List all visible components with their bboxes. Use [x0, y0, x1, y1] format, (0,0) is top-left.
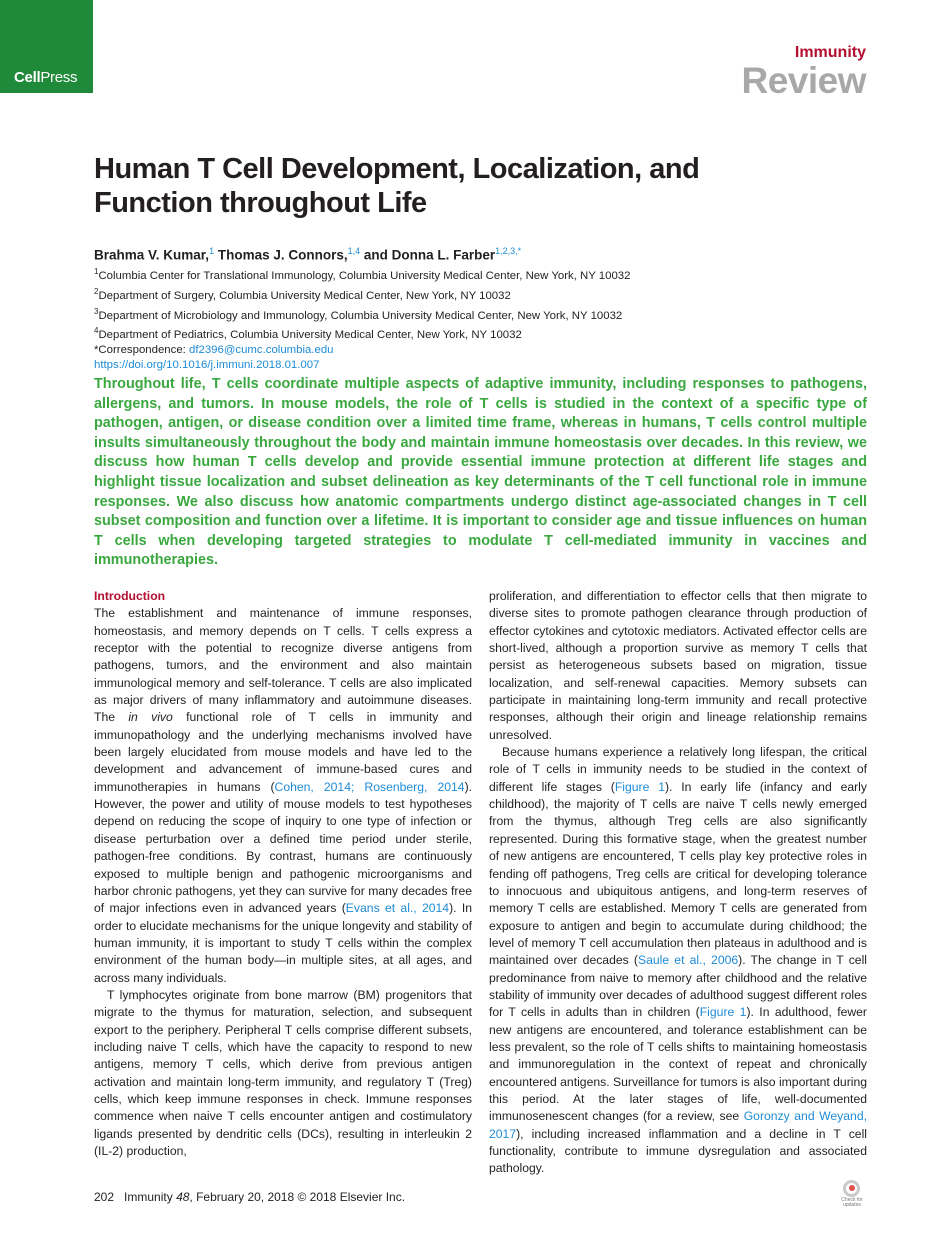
body-paragraph: proliferation, and differentiation to effector cells that then migrate to diverse sites to promote pathogen clearance through production of effector cytokines and cytotoxic mediators. Activated effector cells are short-lived, although a proportion survive as memory T cells that persist as heterogeneous subsets based on migration, tissue localization, and self-renewal capacities. Memory subsets can participate in maintaining long-term immunity and recall protective responses, although their origin and lineage relationship remains unresolved. [489, 589, 867, 742]
correspondence-email-link[interactable]: df2396@cumc.columbia.edu [188, 344, 334, 357]
affiliation-sup: 3 [94, 306, 99, 316]
body-paragraph: T lymphocytes originate from bone marrow (BM) progenitors that migrate to the thymus for maturation, selection, and subsequent export to the periphery. Peripheral T cells comprise different subsets, including naive T cells, which have the capacity to respond to new antigens, memory T cells, which derive from previous antigen activation and maintain long-term immunity, and regulatory T (Treg) cells, which keep immune responses in check. Immune responses commence when naive T cells encounter antigen and costimulatory ligands presented by dendritic cells (DCs), resulting in interleukin 2 (IL-2) production, [94, 987, 472, 1158]
affiliation-text: Department of Microbiology and Immunology, Columbia University Medical Center, New York, NY 10032 [98, 309, 623, 322]
body-text-italic: in vivo [128, 710, 173, 725]
body-paragraph [489, 744, 867, 1178]
badge-line: Check for [841, 1197, 863, 1203]
body-text: ). The change in T cell predominance from naive to memory after childhood and the relative stability of immunity over decades of adulthood suggest different roles for T cells in adults than in children ( [489, 953, 867, 1020]
cellpress-logo-cell: Cell [14, 69, 41, 86]
affiliation-line [94, 323, 630, 343]
author-affil-sup: 1 [209, 246, 215, 256]
affiliation-text: Columbia Center for Translational Immunology, Columbia University Medical Center, New York, NY 10032 [98, 269, 631, 282]
affiliation-line [94, 264, 630, 284]
section-label: Review [741, 60, 866, 101]
footer-volume: 48 [176, 1190, 190, 1204]
article-title: Human T Cell Development, Localization, and Function throughout Life [94, 153, 700, 219]
author-affil-sup: 1,4 [347, 246, 361, 256]
doi-line [94, 358, 630, 373]
badge-line: updates [843, 1202, 861, 1208]
affiliation-line [94, 284, 630, 304]
figure-link[interactable]: Figure 1 [614, 779, 665, 794]
body-text: ). In early life (infancy and early childhood), the majority of T cells are naive T cells newly emerged from the thymus, although Treg cells are also significantly represented. During this formative stage, when the greatest number of new antigens are encountered, T cells play key protective roles in fending off pathogens, Treg cells are critical for developing tolerance to innocuous and ubiquitous antigens, and long-term reserves of memory T cells are established. Memory T cells are generated from exposure to antigen and begin to accumulate during childhood; the level of memory T cell accumulation then plateaus in adulthood and is maintained over decades ( [489, 779, 867, 968]
affiliations [94, 264, 630, 373]
doi-link[interactable]: https://doi.org/10.1016/j.immuni.2018.01.007 [94, 359, 320, 372]
page-footer [94, 1190, 405, 1204]
check-for-updates-badge[interactable] [837, 1180, 867, 1210]
body-text: functional role of T cells in immunity and immunopathology and the underlying mechanisms involved have been largely elucidated from mouse models and have led to the development and advancement of immune-based cures and immunotherapies in humans ( [94, 710, 472, 794]
affiliation-text: Department of Pediatrics, Columbia University Medical Center, New York, NY 10032 [98, 329, 522, 342]
figure-link[interactable]: Figure 1 [699, 1005, 747, 1020]
journal-name: Immunity [794, 44, 866, 61]
author-affil-sup: 1,2,3,* [495, 246, 522, 256]
affiliation-sup: 2 [94, 286, 99, 296]
affiliation-sup: 4 [94, 326, 99, 336]
page-number: 202 [94, 1190, 115, 1204]
abstract: Throughout life, T cells coordinate multiple aspects of adaptive immunity, including responses to pathogens, allergens, and tumors. In mouse models, the role of T cells is studied in the context of a specific type of pathogen, antigen, or disease condition over a limited time frame, whereas in humans, T cells control multiple insults simultaneously throughout the body and maintain immune homeostasis over decades. In this review, we discuss how human T cells develop and provide essential immune protection at different life stages and highlight tissue localization and subset delineation as key determinants of the T cell functional role in immune responses. We also discuss how anatomic compartments undergo distinct age-associated changes in T cell subset composition and function over a lifetime. It is important to consider age and tissue influences on human T cells when developing targeted strategies to modulate T cell-mediated immunity in vaccines and immunotherapies. [94, 376, 867, 569]
body-text: ). In adulthood, fewer new antigens are encountered, and tolerance establishment can be less prevalent, so the role of T cells shifts to maintaining homeostasis and immunoregulation in the context of repeat and chronically encountered antigens. Surveillance for tumors is also important during this period. At the later stages of life, well-documented immunosenescent changes (for a review, see [489, 1005, 868, 1124]
affiliation-line [94, 304, 630, 324]
section-heading-introduction: Introduction [94, 589, 166, 603]
check-for-updates-label [837, 1198, 867, 1208]
footer-date-copyright: , February 20, 2018 © 2018 Elsevier Inc. [189, 1190, 406, 1204]
citation-link[interactable]: Saule et al., 2006 [637, 953, 739, 968]
author-name[interactable]: Thomas J. Connors, [214, 247, 348, 263]
citation-link[interactable]: Goronzy and Weyand, 2017 [489, 1109, 867, 1141]
body-text: Because humans experience a relatively long lifespan, the critical role of T cells in immunity needs to be studied in the context of different life stages ( [489, 745, 867, 794]
affiliation-sup: 1 [94, 267, 99, 276]
body-text: ), including increased inflammation and a decline in T cell functionality, contribute to immune dysregulation and associated pathology. [489, 1126, 867, 1176]
correspondence [94, 343, 630, 358]
body-text: ). In order to elucidate mechanisms for the unique longevity and stability of human immunity, it is important to study T cells within the complex environment of the human body—in multiple sites, at all ages, and across many individuals. [94, 901, 472, 985]
citation-link[interactable]: Cohen, 2014; Rosenberg, 2014 [274, 779, 465, 794]
body-text: The establishment and maintenance of immune responses, homeostasis, and memory depends on T cells. T cells express a receptor with the potential to recognize diverse antigens from pathogens, tumors, and the environment and also maintain immunological memory and self-tolerance. T cells are also implicated as major drivers of many inflammatory and autoimmune diseases. The [94, 606, 472, 725]
check-for-updates-icon [843, 1180, 860, 1197]
body-column-left [94, 588, 472, 1160]
affiliation-text: Department of Surgery, Columbia University Medical Center, New York, NY 10032 [98, 289, 511, 302]
author-name[interactable]: Brahma V. Kumar, [94, 247, 210, 263]
author-name[interactable]: and Donna L. Farber [360, 247, 496, 263]
cellpress-logo-press: Press [40, 69, 78, 86]
correspondence-label: *Correspondence: [94, 344, 189, 357]
body-column-right [489, 588, 867, 1178]
footer-journal: Immunity [124, 1190, 177, 1204]
body-text: ). However, the power and utility of mouse models to test hypotheses depend on reducing the scope of inquiry to one type of infection or disease perturbation over a defined time period under sterile, pathogen-free conditions. By contrast, humans are continuously exposed to multiple benign and pathogenic microorganisms and harbor chronic pathogens, yet they can survive for many decades free of major infections even in advanced years ( [94, 779, 473, 916]
citation-link[interactable]: Evans et al., 2014 [345, 901, 450, 916]
author-list [94, 246, 521, 263]
cellpress-logo [14, 69, 77, 86]
body-paragraph [94, 605, 472, 987]
